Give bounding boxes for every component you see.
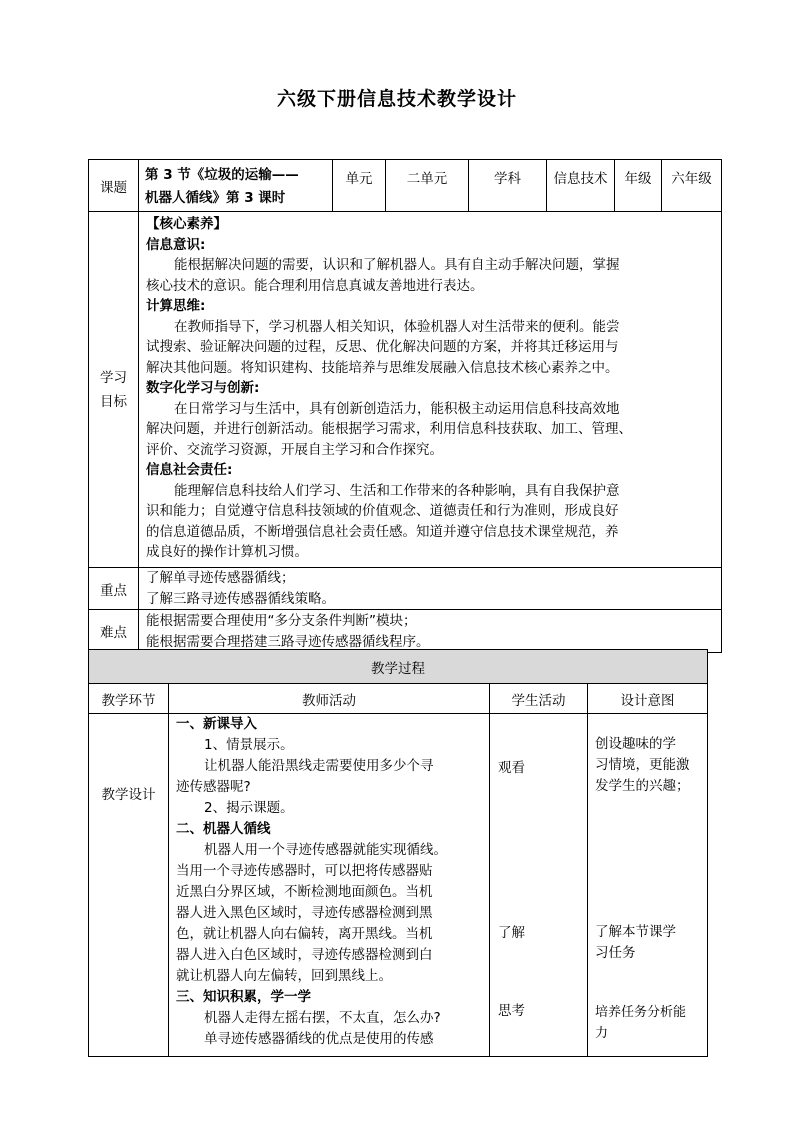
objectives-content xyxy=(139,212,722,568)
column-header: 学生活动 xyxy=(490,684,588,714)
paragraph-line: 的信息道德品质，不断增强信息社会责任感。知道并遵守信息技术课堂规范，养 xyxy=(146,523,619,540)
paragraph-line: 在教师指导下，学习机器人相关知识，体验机器人对生活带来的便利。能尝 xyxy=(174,318,620,335)
grade-label: 年级 xyxy=(615,160,662,212)
student-text: 观看 xyxy=(498,760,525,776)
subject-value: 信息技术 xyxy=(547,160,615,212)
paragraph-line: 识和能力；自觉遵守信息科技领域的价值观念、道德责任和行为准则，形成良好 xyxy=(146,503,619,519)
key-points-label: 重点 xyxy=(89,568,139,610)
teaching-process-table xyxy=(88,649,708,1057)
text-line: 单寻迹传感器循线的优点是使用的传感 xyxy=(204,1031,434,1047)
student-text: 了解 xyxy=(498,925,525,941)
text-line: 当用一个寻迹传感器时，可以把将传感器贴 xyxy=(176,863,433,879)
text-line: 近黑白分界区域，不断检测地面颜色。当机 xyxy=(176,884,433,900)
unit-label: 单元 xyxy=(333,160,386,212)
column-header: 教师活动 xyxy=(169,684,490,714)
subject-label: 学科 xyxy=(469,160,547,212)
section-heading: 二、机器人循线 xyxy=(176,821,271,837)
teacher-activity xyxy=(169,714,490,1057)
paragraph-line: 核心技术的意识。能合理利用信息真诚友善地进行表达。 xyxy=(146,277,484,294)
text-line: 色，就让机器人向右偏转，离开黑线。当机 xyxy=(176,926,433,942)
student-activity xyxy=(490,714,588,1057)
objectives-label: 学习 目标 xyxy=(89,212,139,568)
section-heading: 一、新课导入 xyxy=(176,716,257,732)
core-literacy-heading: 【核心素养】 xyxy=(146,216,227,232)
design-intent xyxy=(588,714,708,1057)
student-text: 思考 xyxy=(498,1003,525,1019)
column-header: 设计意图 xyxy=(588,684,708,714)
intent-text: 培养任务分析能 力 xyxy=(595,1005,687,1041)
text-line: 迹传感器呢? xyxy=(176,779,251,795)
section-title: 信息社会责任: xyxy=(146,462,233,478)
document-title: 六级下册信息技术教学设计 xyxy=(276,88,517,110)
text-line: 器人进入黑色区域时，寻迹传感器检测到黑 xyxy=(176,905,433,921)
topic-label: 课题 xyxy=(89,160,139,212)
process-header: 教学过程 xyxy=(89,650,708,684)
paragraph-line: 能理解信息科技给人们学习、生活和工作带来的各种影响，具有自我保护意 xyxy=(174,482,620,499)
text-line: 1、情景展示。 xyxy=(204,737,294,753)
paragraph-line: 能根据解决问题的需要，认识和了解机器人。具有自主动手解决问题，掌握 xyxy=(174,257,620,273)
text-line: 机器人走得左摇右摆，不太直，怎么办? xyxy=(204,1010,441,1026)
section-heading: 三、知识积累，学一学 xyxy=(176,989,311,1005)
text-line: 2、揭示课题。 xyxy=(204,800,294,816)
section-title: 信息意识: xyxy=(146,236,206,253)
lesson-info-table xyxy=(88,159,722,653)
intent-text: 了解本节课学 习任务 xyxy=(595,924,676,961)
unit-value: 二单元 xyxy=(386,160,469,212)
difficulties-content: 能根据需要合理使用“多分支条件判断”模块； 能根据需要合理搭建三路寻迹传感器循线程序。 xyxy=(139,610,722,653)
paragraph-line: 试搜索、验证解决问题的过程，反思、优化解决问题的方案，并将其迁移运用与 xyxy=(146,339,619,355)
paragraph-line: 解决问题，并进行创新活动。能根据学习需求，利用信息科技获取、加工、管理、 xyxy=(146,421,632,437)
paragraph-line: 成良好的操作计算机习惯。 xyxy=(146,544,308,560)
paragraph-line: 评价、交流学习资源，开展自主学习和合作探究。 xyxy=(146,441,443,458)
paragraph-line: 解决其他问题。将知识建构、技能培养与思维发展融入信息技术核心素养之中。 xyxy=(146,359,619,376)
section-title: 计算思维: xyxy=(146,298,206,314)
text-line: 机器人用一个寻迹传感器就能实现循线。 xyxy=(204,842,447,858)
paragraph-line: 在日常学习与生活中，具有创新创造活力，能积极主动运用信息科技高效地 xyxy=(174,400,620,417)
stage-label: 教学设计 xyxy=(89,714,169,1057)
column-header: 教学环节 xyxy=(89,684,169,714)
text-line: 器人进入白色区域时，寻迹传感器检测到白 xyxy=(176,947,433,963)
text-line: 就让机器人向左偏转，回到黑线上。 xyxy=(176,968,392,984)
grade-value: 六年级 xyxy=(662,160,722,212)
topic-value: 第 3 节《垃圾的运输—— 机器人循线》第 3 课时 xyxy=(139,160,333,212)
text-line: 让机器人能沿黑线走需要使用多少个寻 xyxy=(204,758,434,774)
section-title: 数字化学习与创新: xyxy=(146,380,260,396)
intent-text: 创设趣味的学 习情境，更能激 发学生的兴趣； xyxy=(595,736,690,794)
key-points-content: 了解单寻迹传感器循线； 了解三路寻迹传感器循线策略。 xyxy=(139,568,722,610)
difficulties-label: 难点 xyxy=(89,610,139,653)
